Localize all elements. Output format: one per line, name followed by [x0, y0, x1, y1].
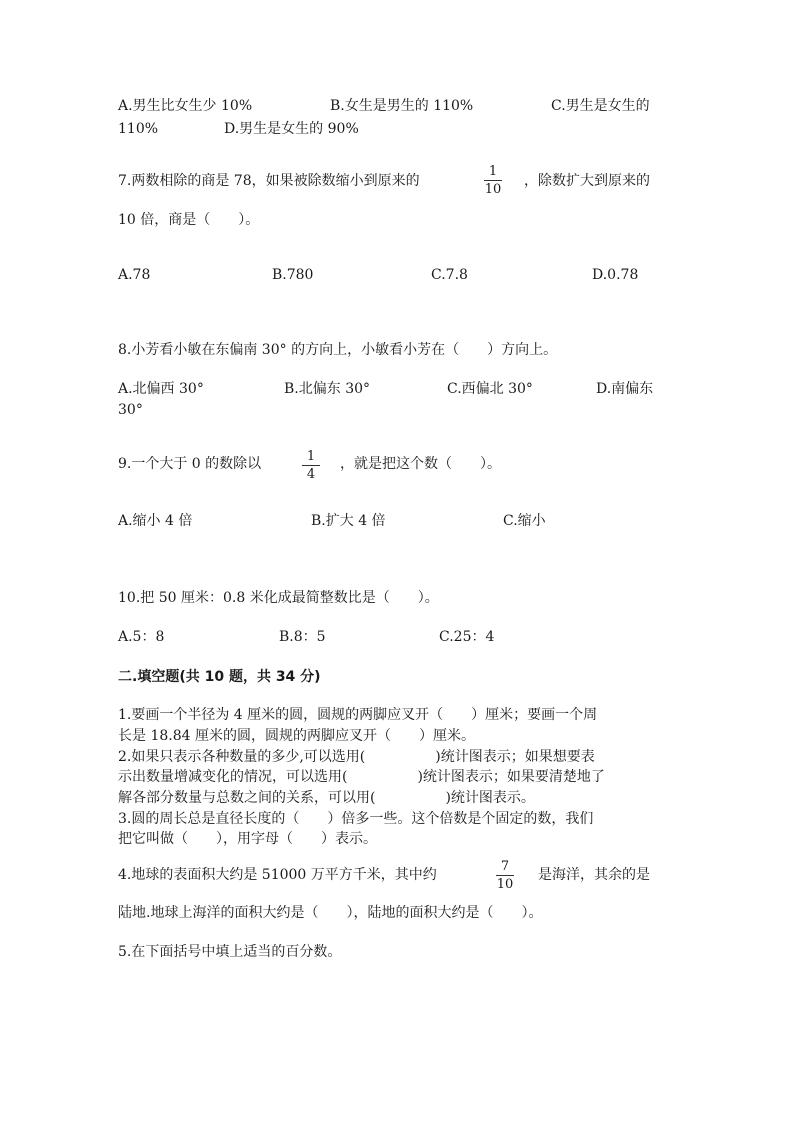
q8-option-c: C.西偏北 30° [447, 381, 533, 397]
fill-item-1-line-1: 1.要画一个半径为 4 厘米的圆，圆规的两脚应叉开（ ）厘米；要画一个周 [118, 707, 598, 723]
q9-option-c: C.缩小 [503, 513, 546, 529]
q9-text-before: 9.一个大于 0 的数除以 [118, 456, 262, 472]
fill-item-4-fraction [494, 859, 516, 892]
q6-option-d: D.男生是女生的 90% [224, 121, 359, 137]
q7-text-after: ，除数扩大到原来的 [524, 173, 650, 189]
q6-option-a: A.男生比女生少 10% [118, 98, 253, 114]
q7-text-before: 7.两数相除的商是 78，如果被除数缩小到原来的 [118, 173, 420, 189]
section-heading: 二.填空题(共 10 题，共 34 分) [118, 669, 321, 685]
q7-fraction [482, 164, 504, 197]
q9-option-a: A.缩小 4 倍 [118, 513, 193, 529]
fill-item-2-line-2: 示出数量增减变化的情况，可以选用( )统计图表示；如果要清楚地了 [118, 769, 605, 785]
fraction-bar [496, 875, 514, 876]
q9-option-b: B.扩大 4 倍 [311, 513, 386, 529]
q8-text: 8.小芳看小敏在东偏南 30° 的方向上，小敏看小芳在（ ）方向上。 [118, 342, 558, 358]
fill-item-4-line-2: 陆地.地球上海洋的面积大约是（ ），陆地的面积大约是（ ）。 [118, 905, 543, 921]
fraction-bar [484, 180, 502, 181]
q9-fraction [300, 449, 322, 482]
q7-text-line2: 10 倍，商是（ ）。 [118, 212, 260, 228]
fill-item-3-line-2: 把它叫做（ ），用字母（ ）表示。 [118, 831, 377, 847]
fill-item-1-line-2: 长是 18.84 厘米的圆，圆规的两脚应叉开（ ）厘米。 [118, 728, 475, 744]
q8-option-a: A.北偏西 30° [118, 381, 204, 397]
q10-option-b: B.8：5 [279, 629, 326, 645]
q7-option-a: A.78 [118, 267, 151, 283]
q7-option-d: D.0.78 [592, 267, 639, 283]
q6-option-c-continued: 110% [118, 121, 159, 137]
q7-fraction-numerator: 1 [488, 164, 498, 179]
fraction-bar [302, 465, 320, 466]
fill-item-5: 5.在下面括号中填上适当的百分数。 [118, 944, 342, 960]
q6-option-b: B.女生是男生的 110% [330, 98, 474, 114]
q6-option-c: C.男生是女生的 [551, 98, 650, 114]
fill-item-4-text-after: 是海洋，其余的是 [538, 867, 650, 883]
fill-item-3-line-1: 3.圆的周长总是直径长度的（ ）倍多一些。这个倍数是个固定的数，我们 [118, 811, 594, 827]
q8-option-d-continued: 30° [118, 402, 143, 418]
fill-item-4-text-before: 4.地球的表面积大约是 51000 万平方千米，其中约 [118, 867, 437, 883]
q7-option-c: C.7.8 [431, 267, 468, 283]
q9-fraction-denominator: 4 [306, 467, 316, 482]
q8-option-b: B.北偏东 30° [284, 381, 371, 397]
q9-fraction-numerator: 1 [306, 449, 316, 464]
q10-option-c: C.25：4 [439, 629, 495, 645]
q10-option-a: A.5：8 [118, 629, 165, 645]
q7-fraction-denominator: 10 [484, 182, 502, 197]
fill-item-2-line-1: 2.如果只表示各种数量的多少,可以选用( )统计图表示；如果想要表 [118, 749, 595, 765]
fill-item-4-fraction-denominator: 10 [496, 877, 514, 892]
fill-item-2-line-3: 解各部分数量与总数之间的关系，可以用( )统计图表示。 [118, 790, 535, 806]
q10-text: 10.把 50 厘米：0.8 米化成最简整数比是（ ）。 [118, 590, 439, 606]
q9-text-after: ，就是把这个数（ ）。 [340, 456, 501, 472]
q7-option-b: B.780 [272, 267, 314, 283]
q8-option-d: D.南偏东 [596, 381, 654, 397]
fill-item-4-fraction-numerator: 7 [500, 859, 510, 874]
